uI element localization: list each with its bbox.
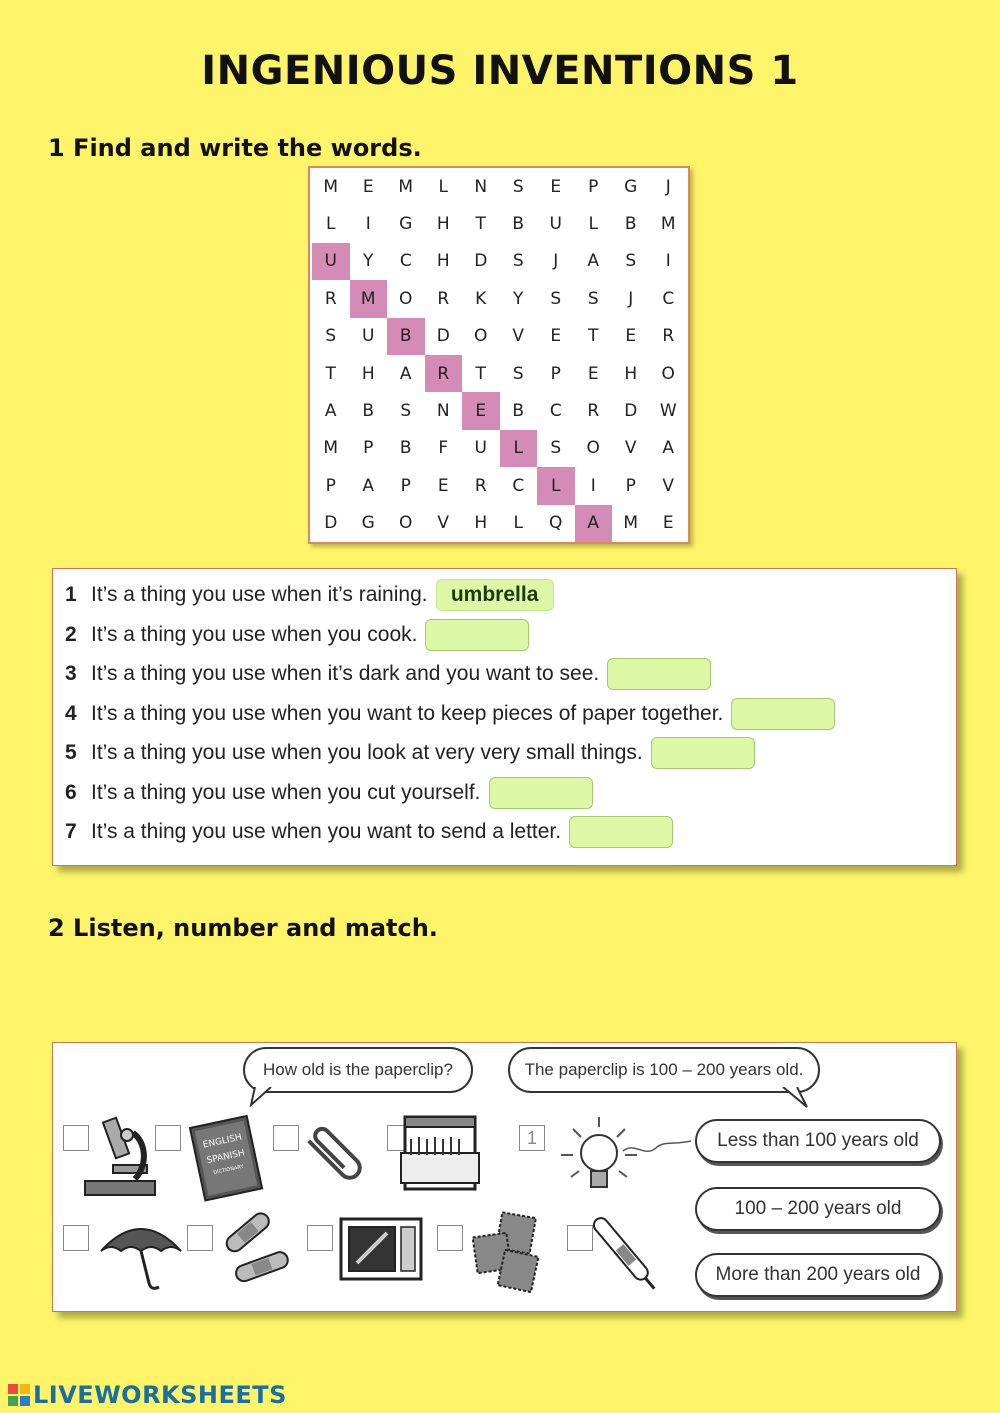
grid-cell[interactable]: F: [438, 438, 449, 459]
grid-cell[interactable]: Y: [363, 251, 374, 272]
grid-cell[interactable]: D: [324, 513, 338, 534]
grid-cell[interactable]: D: [436, 326, 450, 347]
grid-cell[interactable]: L: [326, 214, 336, 235]
listen-match-panel: [52, 1042, 957, 1312]
grid-cell[interactable]: E: [662, 513, 674, 534]
grid-cell[interactable]: S: [550, 438, 562, 459]
clue-4: [65, 697, 835, 731]
grid-cell[interactable]: S: [512, 176, 524, 197]
number-box-microwave[interactable]: [307, 1225, 333, 1251]
plasters-icon: [217, 1209, 297, 1289]
grid-cell[interactable]: P: [550, 363, 561, 384]
bubble-tail-icon: [781, 1087, 811, 1111]
grid-cell[interactable]: A: [362, 475, 375, 496]
grid-cell[interactable]: I: [590, 475, 596, 496]
grid-cell[interactable]: C: [549, 401, 562, 422]
grid-cell[interactable]: H: [624, 363, 638, 384]
dictionary-icon: [185, 1113, 269, 1203]
clue-number: 1: [65, 583, 77, 606]
thermometer-icon: [581, 1215, 671, 1295]
number-box-umbrella[interactable]: [63, 1225, 89, 1251]
clue-text: It’s a thing you use when you want to send a letter.: [91, 820, 562, 843]
grid-cell[interactable]: A: [324, 401, 337, 422]
grid-cell[interactable]: Y: [513, 288, 524, 309]
clue-number: 2: [65, 623, 77, 646]
grid-cell[interactable]: E: [550, 176, 562, 197]
grid-cell[interactable]: N: [474, 176, 488, 197]
clue-number: 3: [65, 662, 77, 685]
question-bubble-text: How old is the paperclip?: [263, 1060, 453, 1079]
clue-text: It’s a thing you use when you cut yourself.: [91, 781, 481, 804]
grid-cell[interactable]: V: [437, 513, 450, 534]
grid-cell[interactable]: T: [475, 363, 486, 384]
answer-field-3[interactable]: [607, 658, 711, 690]
age-option-label: 100 – 200 years old: [734, 1198, 902, 1219]
grid-cell[interactable]: I: [365, 214, 371, 235]
clue-list: [52, 568, 957, 866]
grid-cell[interactable]: T: [325, 363, 336, 384]
grid-cell[interactable]: M: [350, 280, 388, 317]
grid-cell[interactable]: M: [398, 176, 414, 197]
clue-5: [65, 736, 755, 770]
number-box-paperclip[interactable]: [273, 1125, 299, 1151]
dictionary-word-2: SPANISH: [205, 1148, 246, 1167]
age-option-1[interactable]: [695, 1119, 941, 1163]
grid-cell[interactable]: V: [662, 475, 675, 496]
answer-field-5[interactable]: [651, 737, 755, 769]
grid-cell[interactable]: Q: [549, 513, 563, 534]
grid-cell[interactable]: M: [323, 176, 339, 197]
grid-cell[interactable]: P: [400, 475, 411, 496]
clue-text: It’s a thing you use when it’s dark and you want to see.: [91, 662, 600, 685]
section2-heading: 2 Listen, number and match.: [48, 914, 438, 942]
grid-cell[interactable]: O: [474, 326, 488, 347]
grid-cell[interactable]: T: [475, 214, 486, 235]
age-option-2[interactable]: [695, 1187, 941, 1231]
grid-cell[interactable]: M: [623, 513, 639, 534]
grid-cell[interactable]: E: [437, 475, 449, 496]
grid-cell[interactable]: H: [436, 251, 450, 272]
grid-cell[interactable]: H: [361, 363, 375, 384]
clue-text: It’s a thing you use when you cook.: [91, 623, 418, 646]
grid-cell[interactable]: D: [474, 251, 488, 272]
dictionary-word-3: DICTIONARY: [212, 1163, 245, 1177]
grid-cell[interactable]: E: [625, 326, 637, 347]
clue-text: It’s a thing you use when you want to keep pieces of paper together.: [91, 702, 724, 725]
clue-number: 7: [65, 820, 77, 843]
grid-cell[interactable]: J: [553, 251, 559, 272]
dictionary-word-1: ENGLISH: [202, 1132, 243, 1151]
grid-cell[interactable]: E: [587, 363, 599, 384]
grid-cell[interactable]: A: [575, 505, 613, 542]
clue-number: 5: [65, 741, 77, 764]
grid-cell[interactable]: O: [661, 363, 675, 384]
microwave-icon: [337, 1215, 427, 1285]
grid-cell[interactable]: C: [512, 475, 525, 496]
clue-7: [65, 815, 673, 849]
clue-3: [65, 657, 711, 691]
grid-cell[interactable]: N: [436, 401, 450, 422]
paperclip-icon: [297, 1115, 377, 1195]
grid-cell[interactable]: V: [624, 438, 637, 459]
grid-cell[interactable]: S: [550, 288, 562, 309]
clue-6: [65, 776, 593, 810]
grid-cell[interactable]: U: [474, 438, 487, 459]
grid-cell[interactable]: A: [399, 363, 412, 384]
grid-cell[interactable]: R: [425, 355, 463, 392]
answer-bubble: [508, 1047, 820, 1093]
grid-cell[interactable]: H: [436, 214, 450, 235]
grid-cell[interactable]: M: [323, 438, 339, 459]
grid-cell[interactable]: E: [462, 392, 500, 429]
grid-cell[interactable]: G: [399, 214, 413, 235]
clue-text: It’s a thing you use when you look at very very small things.: [91, 741, 643, 764]
grid-cell[interactable]: U: [362, 326, 375, 347]
answer-bubble-text: The paperclip is 100 – 200 years old.: [524, 1060, 804, 1079]
age-option-label: More than 200 years old: [715, 1264, 921, 1285]
grid-cell[interactable]: I: [665, 251, 671, 272]
answer-field-7[interactable]: [569, 816, 673, 848]
grid-cell[interactable]: E: [362, 176, 374, 197]
grid-cell[interactable]: S: [587, 288, 599, 309]
grid-cell[interactable]: D: [624, 401, 638, 422]
answer-field-6[interactable]: [489, 777, 593, 809]
footer: [8, 1380, 287, 1410]
bubble-tail-icon: [249, 1087, 279, 1107]
grid-cell[interactable]: B: [399, 438, 412, 459]
grid-cell[interactable]: P: [325, 475, 336, 496]
age-option-3[interactable]: [695, 1253, 941, 1297]
page-title: INGENIOUS INVENTIONS 1: [201, 48, 799, 94]
clue-text: It’s a thing you use when it’s raining.: [91, 583, 428, 606]
grid-cell[interactable]: W: [659, 401, 677, 422]
clue-number: 4: [65, 702, 77, 725]
grid-cell[interactable]: B: [512, 214, 525, 235]
grid-cell[interactable]: A: [587, 251, 600, 272]
answer-field-1[interactable]: umbrella: [436, 579, 554, 611]
grid-cell[interactable]: B: [624, 214, 637, 235]
grid-cell[interactable]: U: [312, 243, 350, 280]
grid-cell[interactable]: S: [512, 251, 524, 272]
clue-number: 6: [65, 781, 77, 804]
grid-cell[interactable]: B: [387, 318, 425, 355]
word-search-grid[interactable]: [308, 166, 690, 544]
grid-cell[interactable]: M: [660, 214, 676, 235]
umbrella-icon: [97, 1211, 187, 1295]
liveworksheets-logo-icon: [8, 1384, 30, 1406]
age-option-label: Less than 100 years old: [717, 1130, 919, 1151]
grid-cell[interactable]: S: [400, 401, 412, 422]
dishwasher-icon: [397, 1113, 483, 1193]
grid-cell[interactable]: R: [662, 326, 675, 347]
grid-cell[interactable]: J: [665, 176, 671, 197]
grid-cell[interactable]: R: [587, 401, 600, 422]
number-box-stamps[interactable]: [437, 1225, 463, 1251]
grid-cell[interactable]: L: [588, 214, 598, 235]
grid-cell[interactable]: A: [662, 438, 675, 459]
grid-cell[interactable]: S: [325, 326, 337, 347]
grid-cell[interactable]: T: [588, 326, 599, 347]
grid-cell[interactable]: S: [625, 251, 637, 272]
grid-cell[interactable]: P: [625, 475, 636, 496]
grid-cell[interactable]: G: [361, 513, 375, 534]
grid-cell[interactable]: R: [437, 288, 450, 309]
grid-cell[interactable]: L: [500, 430, 538, 467]
grid-cell[interactable]: J: [628, 288, 634, 309]
number-box-lightbulb[interactable]: 1: [519, 1125, 545, 1151]
grid-cell[interactable]: H: [474, 513, 488, 534]
lightbulb-icon: [553, 1111, 693, 1203]
grid-cell[interactable]: C: [399, 251, 412, 272]
grid-cell[interactable]: U: [549, 214, 562, 235]
clue-2: [65, 618, 529, 652]
grid-cell[interactable]: R: [474, 475, 487, 496]
footer-brand[interactable]: LIVEWORKSHEETS: [33, 1381, 287, 1409]
grid-cell[interactable]: P: [363, 438, 374, 459]
grid-cell[interactable]: R: [324, 288, 337, 309]
section1-heading: 1 Find and write the words.: [48, 134, 422, 162]
grid-cell[interactable]: V: [512, 326, 525, 347]
grid-cell[interactable]: L: [513, 513, 523, 534]
grid-cell[interactable]: K: [475, 288, 487, 309]
clue-1: [65, 578, 554, 612]
stamps-icon: [469, 1209, 553, 1293]
number-box-plasters[interactable]: [187, 1225, 213, 1251]
answer-field-4[interactable]: [731, 698, 835, 730]
grid-cell[interactable]: O: [399, 288, 413, 309]
microscope-icon: [83, 1113, 159, 1199]
grid-cell[interactable]: B: [362, 401, 375, 422]
grid-cell[interactable]: S: [512, 363, 524, 384]
grid-cell[interactable]: P: [588, 176, 599, 197]
grid-cell[interactable]: B: [512, 401, 525, 422]
grid-cell[interactable]: C: [662, 288, 675, 309]
grid-cell[interactable]: L: [537, 467, 575, 504]
grid-cell[interactable]: E: [550, 326, 562, 347]
answer-field-2[interactable]: [425, 619, 529, 651]
grid-cell[interactable]: L: [438, 176, 448, 197]
grid-cell[interactable]: O: [586, 438, 600, 459]
grid-cell[interactable]: O: [399, 513, 413, 534]
grid-cell[interactable]: G: [624, 176, 638, 197]
